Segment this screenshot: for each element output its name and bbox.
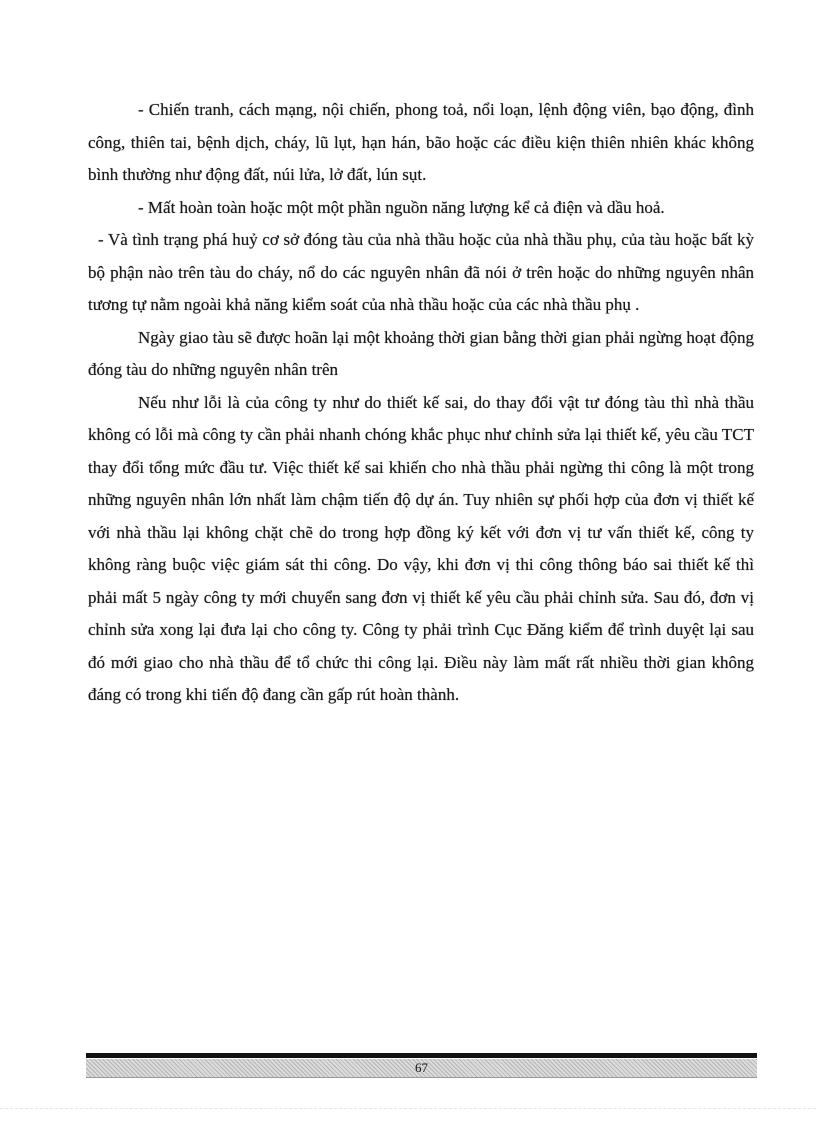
paragraph-force-majeure-list: - Chiến tranh, cách mạng, nội chiến, phong toả, nổi loạn, lệnh động viên, bạo động, đình công, thiên tai, bệnh dịch, cháy, lũ lụt, hạn hán, bão hoặc các điều kiện thiên nhiên khác không bình thường như động đất, núi lửa, lở đất, lún sụt. [88,100,754,184]
paragraph-shipyard-damage: - Và tình trạng phá huỷ cơ sở đóng tàu của nhà thầu hoặc của nhà thầu phụ, của tàu hoặc bất kỳ bộ phận nào trên tàu do cháy, nổ do các nguyên nhân đã nói ở trên hoặc do những nguyên nhân tương tự nằm ngoài khả năng kiểm soát của nhà thầu hoặc của các nhà thầu phụ . [88,230,754,314]
page-number: 67 [415,1060,428,1075]
body-text [88,94,754,712]
footer-rule [86,1053,757,1058]
paragraph-delivery-delay: Ngày giao tàu sẽ được hoãn lại một khoảng thời gian bằng thời gian phải ngừng hoạt động đóng tàu do những nguyên nhân trên [88,327,754,379]
page-edge-divider [0,1108,816,1109]
paragraph-energy-loss: - Mất hoàn toàn hoặc một một phần nguồn năng lượng kể cả điện và dầu hoả. [138,197,665,217]
paragraph-design-error: Nếu như lỗi là của công ty như do thiết kế sai, do thay đổi vật tư đóng tàu thì nhà thầu không có lỗi mà công ty cần phải nhanh chóng khắc phục như chỉnh sửa lại thiết kế, yêu cầu TCT thay đổi tổng mức đầu tư. Việc thiết kế sai khiến cho nhà thầu phải ngừng thi công là một trong những nguyên nhân lớn nhất làm chậm tiến độ dự án. Tuy nhiên sự phối hợp của đơn vị thiết kế với nhà thầu lại không chặt chẽ do trong hợp đồng ký kết với đơn vị tư vấn thiết kế, công ty không ràng buộc việc giám sát thi công. Do vậy, khi đơn vị thi công thông báo sai thiết kế thì phải mất 5 ngày công ty mới chuyển sang đơn vị thiết kế yêu cầu phải chỉnh sửa. Sau đó, đơn vị chỉnh sửa xong lại đưa lại cho công ty. Công ty phải trình Cục Đăng kiểm để trình duyệt lại sau đó mới giao cho nhà thầu để tổ chức thi công lại. Điều này làm mất rất nhiều thời gian không đáng có trong khi tiến độ đang cần gấp rút hoàn thành. [88,392,754,704]
footer-bar [86,1059,757,1078]
